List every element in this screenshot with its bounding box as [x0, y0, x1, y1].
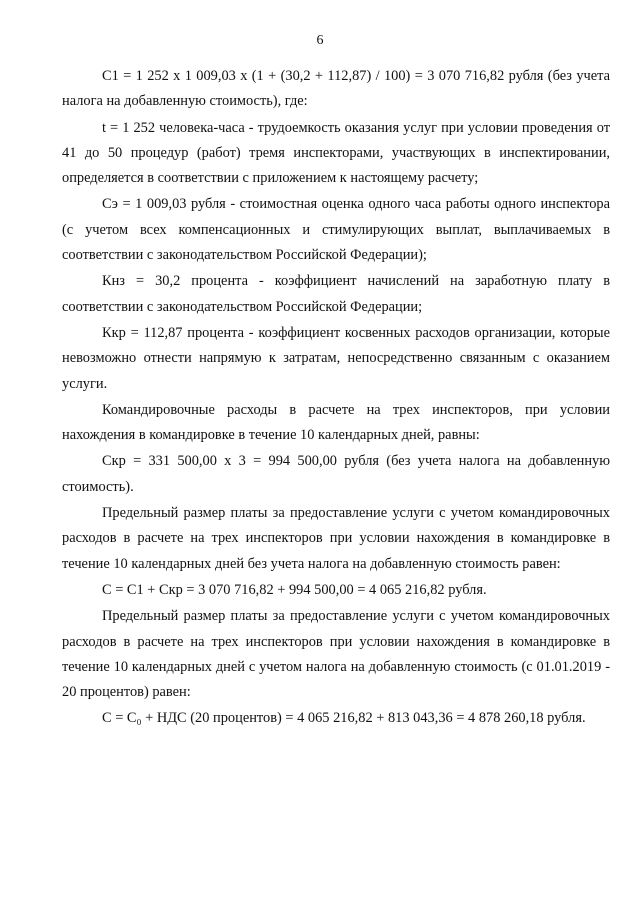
indirect-costs-paragraph: Ккр = 112,87 процента - коэффициент косвенных расходов организации, которые невозможно отнести напрямую к затратам, непосредственно связанным с оказанием услуги.: [62, 324, 610, 392]
document-body: [62, 64, 610, 732]
labor-intensity-paragraph: t = 1 252 человека-часа - трудоемкость оказания услуг при условии проведения от 41 до 50 процедур (работ) тремя инспекторами, участвующих в инспектировании, определяется в соответствии с приложением к настоящему расчету;: [62, 119, 610, 187]
travel-expenses-paragraph: Командировочные расходы в расчете на трех инспекторов, при условии нахождения в командировке в течение 10 календарных дней, равны:: [62, 401, 610, 444]
page-number: 6: [316, 33, 324, 48]
vat-formula-paragraph: С = С₀ + НДС (20 процентов) = 4 065 216,82 + 813 043,36 = 4 878 260,18 рубля.: [102, 710, 586, 727]
total-formula-paragraph: С = С1 + Скр = 3 070 716,82 + 994 500,00 = 4 065 216,82 рубля.: [102, 581, 487, 598]
travel-formula-paragraph: Скр = 331 500,00 х 3 = 994 500,00 рубля (без учета налога на добавленную стоимость).: [62, 453, 610, 495]
formula-c1-paragraph: С1 = 1 252 х 1 009,03 х (1 + (30,2 + 112,87) / 100) = 3 070 716,82 рубля (без учета налога на добавленную стоимость), где:: [62, 68, 610, 110]
payroll-coefficient-paragraph: Кнз = 30,2 процента - коэффициент начислений на заработную плату в соответствии с законодательством Российской Федерации;: [62, 273, 610, 315]
max-fee-with-vat-paragraph: Предельный размер платы за предоставление услуги с учетом командировочных расходов в расчете на трех инспекторов при условии нахождения в командировке в течение 10 календарных дней с учетом налога на добавленную стоимость (с 01.01.2019 - 20 процентов) равен:: [62, 608, 610, 701]
max-fee-without-vat-paragraph: Предельный размер платы за предоставление услуги с учетом командировочных расходов в расчете на трех инспекторов при условии нахождения в командировке в течение 10 календарных дней без учета налога на добавленную стоимость равен:: [62, 505, 610, 572]
hourly-cost-paragraph: Сэ = 1 009,03 рубля - стоимостная оценка одного часа работы одного инспектора (с учетом всех компенсационных и стимулирующих выплат, выплачиваемых в соответствии с законодательством Российской Федерации);: [62, 196, 610, 264]
